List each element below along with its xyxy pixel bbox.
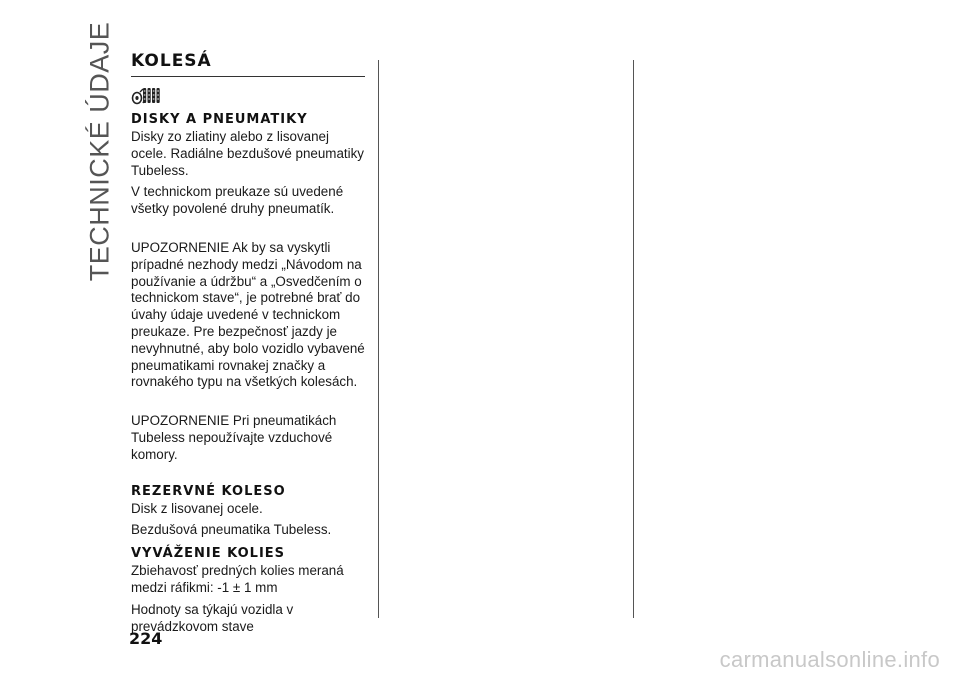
title-rule [131, 76, 365, 77]
watermark-text: carmanualsonline.info [719, 647, 940, 672]
column-divider [378, 60, 379, 618]
paragraph: Disky zo zliatiny alebo z lisovanej ocele. Radiálne bezdušové pneumatiky Tubeless. [131, 129, 364, 178]
tire-wheel-icon [131, 85, 161, 105]
heading-wheel-alignment: VYVÁŽENIE KOLIES [131, 546, 286, 562]
warning-paragraph: UPOZORNENIE Pri pneumatikách Tubeless nepoužívajte vzduchové komory. [131, 413, 337, 462]
chapter-side-title-text: TECHNICKÉ ÚDAJE [84, 21, 115, 281]
paragraph: Hodnoty sa týkajú vozidla v prevádzkovom stave [131, 601, 294, 634]
paragraph: Bezdušová pneumatika Tubeless. [131, 522, 332, 538]
page-number: 224 [129, 629, 163, 648]
column-divider [633, 60, 634, 618]
warning-paragraph: UPOZORNENIE Ak by sa vyskytli prípadné nezhody medzi „Návodom na používanie a údržbu“ a „Osvedčením o technickom stave“, je potrebné brať do úvahy údaje uvedené v technickom preukaze. Pre bezpečnosť jazdy je nevyhnutné, aby bolo vozidlo vybavené pneumatikami rovnakej značky a rovnakého typu na všetkých kolesách. [131, 239, 365, 390]
paragraph: V technickom preukaze sú uvedené všetky povolené druhy pneumatík. [131, 184, 344, 217]
paragraph: Disk z lisovanej ocele. [131, 500, 263, 516]
content-column [131, 50, 367, 635]
heading-disks-tires: DISKY A PNEUMATIKY [131, 112, 308, 127]
section-title: KOLESÁ [131, 51, 212, 71]
chapter-side-title [82, 21, 118, 281]
paragraph: Zbiehavosť predných kolies meraná medzi ráfikmi: -1 ± 1 mm [131, 563, 344, 595]
icon-row [131, 85, 367, 105]
heading-spare-wheel: REZERVNÉ KOLESO [131, 483, 286, 499]
